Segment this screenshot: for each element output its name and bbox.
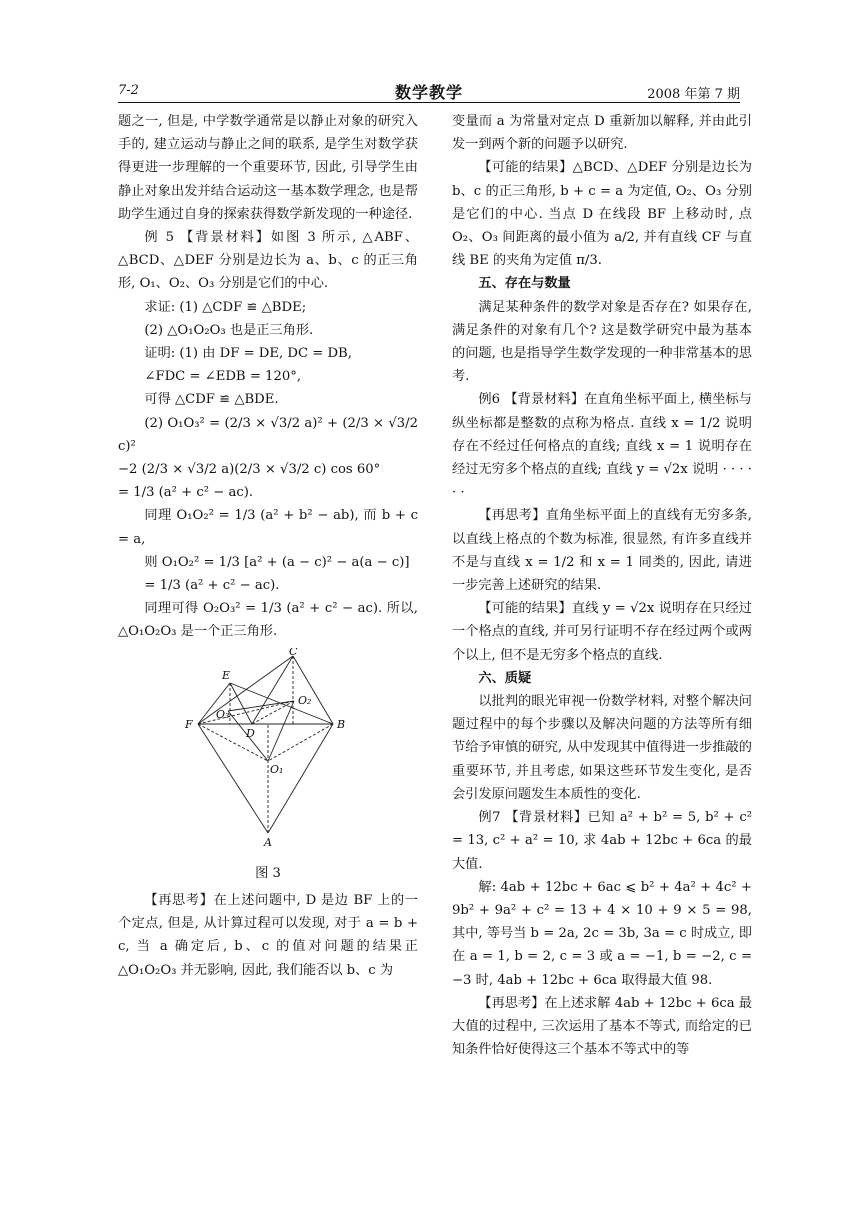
segment-cd [252,656,293,724]
page-header [118,80,740,102]
segment-cb [293,656,333,724]
paragraph: 【可能的结果】直线 y = √2x 说明存在只经过一个格点的直线, 并可另行证明不存在经过两个或两个以上, 但不是无穷多个格点的直线. [452,601,752,663]
proof-line: 证明: (1) 由 DF = DE, DC = DB, [144,346,352,362]
label-d: D [246,726,255,740]
paragraph: 【再思考】在上述求解 4ab + 12bc + 6ca 最大值的过程中, 三次运用了基本不等式, 而给定的已知条件恰好使得这三个基本不等式中的等 [452,995,752,1058]
header-rule [118,102,740,103]
paragraph: 【再思考】直角坐标平面上的直线有无穷多条, 以直线上格点的个数为标准, 很显然, 有许多直线并不是与直线 x = 1/2 和 x = 1 同类的, 因此, 请进一步完善上述研究的结果. [452,508,752,594]
label-b: B [337,717,346,731]
geometry-diagram [183,648,353,848]
paragraph: 以批判的眼光审视一份数学材料, 对整个解决问题过程中的每个步骤以及解决问题的方法等所有细节给予审慎的研究, 从中发现其中值得进一步推敲的重要环节, 并且考虑, 如果这些环节发生变化, 是否会引发原问题发生本质性的变化. [452,694,752,802]
proof-line: 可得 △CDF ≌ △BDE. [144,392,279,408]
section-heading: 六、质疑 [478,670,532,686]
label-o2: O₂ [298,693,312,707]
right-column [452,110,752,1061]
equation-line: −2 (2/3 × √3/2 a)(2/3 × √3/2 c) cos 60° [118,462,381,478]
label-a: A [264,835,272,848]
equation-line: = 1/3 (a² + c² − ac). [144,578,280,594]
section-heading: 五、存在与数量 [478,276,571,292]
equation-line: 同理 O₁O₂² = 1/3 (a² + b² − ab), 而 b + c = a, [118,508,418,547]
segment-o2o1 [268,701,294,761]
line-fo1 [198,724,268,761]
figure-caption: 图 3 [255,865,281,881]
paragraph: 题之一, 但是, 中学数学通常是以静止对象的研究入手的, 建立运动与静止之间的联系, 是学生对数学获得更进一步理解的一个重要环节, 因此, 引导学生由静止对象出发并结合运动这一基本数学理念, 也是帮助学生通过自身的探索获得数学新发现的一种途径. [118,114,418,222]
equation-line: = 1/3 (a² + c² − ac). [118,485,254,501]
journal-title: 数学教学 [394,83,463,102]
paragraph: 变量而 a 为常量对定点 D 重新加以解释, 并由此引发一到两个新的问题予以研究. [452,114,752,153]
equation-line: (2) O₁O₃² = (2/3 × √3/2 a)² + (2/3 × √3/2 c)² [118,415,418,454]
figure-3 [118,648,418,856]
paragraph: 例6 【背景材料】在直角坐标平面上, 横坐标与纵坐标都是整数的点称为格点. 直线 x = 1/2 说明存在不经过任何格点的直线; 直线 x = 1 说明存在经过无穷多个格点的直线; 直线 y = √2x 说明 · · · · · · [452,392,752,501]
label-e: E [222,668,231,682]
segment-be [230,683,333,724]
left-column [118,110,418,982]
claim-2: (2) △O₁O₂O₃ 也是正三角形. [144,322,314,338]
example-5-intro: 例 5 【背景材料】如图 3 所示, △ABF、△BCD、△DEF 分别是边长为 a、b、c 的正三角形, O₁、O₂、O₃ 分别是它们的中心. [118,230,418,292]
label-o1: O₁ [270,762,284,776]
page-number: 7-2 [118,83,139,98]
line-bo1 [268,724,333,761]
paragraph: 【再思考】在上述问题中, D 是边 BF 上的一个定点, 但是, 从计算过程可以发现, 对于 a = b + c, 当 a 确定后, b、c 的值对问题的结果正 △O₁O₂O₃ 并无影响, 因此, 我们能否以 b、c 为 [118,893,418,978]
label-o3: O₃ [216,707,230,721]
paragraph: 例7 【背景材料】已知 a² + b² = 5, b² + c² = 13, c² + a² = 10, 求 4ab + 12bc + 6ca 的最大值. [452,810,752,872]
paragraph: 满足某种条件的数学对象是否存在? 如果存在, 满足条件的对象有几个? 这是数学研究中最为基本的问题, 也是指导学生数学发现的一种非常基本的思考. [452,299,752,385]
label-f: F [185,717,193,731]
paragraph: 【可能的结果】△BCD、△DEF 分别是边长为 b、c 的正三角形, b + c = a 为定值, O₂、O₃ 分别是它们的中心. 当点 D 在线段 BF 上移动时, 点 O₂、O₃ 间距离的最小值为 a/2, 并有直线 CF 与直线 BE 的夹角为定值 π/3. [452,160,752,269]
label-c: C [289,647,298,658]
segment-ba [268,724,333,833]
claim-1: 求证: (1) △CDF ≌ △BDE; [144,299,307,315]
equation-line: 同理可得 O₂O₃² = 1/3 (a² + c² − ac). 所以, △O₁O₂O₃ 是一个正三角形. [118,601,418,640]
paragraph: 解: 4ab + 12bc + 6ac ⩽ b² + 4a² + 4c² + 9b² + 9a² + c² = 13 + 4 × 10 + 9 × 5 = 98, 其中, 等号当 b = 2a, 2c = 3b, 3a = c 时成立, 即在 a = 1, b = 2, c = 3 或 a = −1, b = −2, c = −3 时, 4ab + 12bc + 6ca 取得最大值 98. [452,879,752,988]
segment-cf [198,656,293,724]
proof-line: ∠FDC = ∠EDB = 120°, [144,369,302,385]
issue-label: 2008 年第 7 期 [647,87,740,102]
segment-fa [198,724,268,833]
equation-line: 则 O₁O₂² = 1/3 [a² + (a − c)² − a(a − c)] [144,554,410,570]
